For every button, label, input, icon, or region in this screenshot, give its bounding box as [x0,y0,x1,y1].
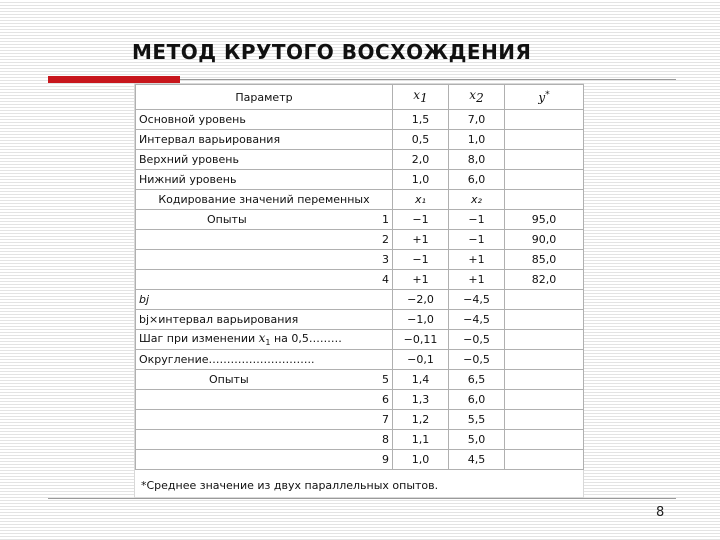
cell-x2: +1 [449,270,505,290]
cell-x2: x₂ [449,190,505,210]
bj-interval-row [136,310,584,330]
cell-y [505,150,584,170]
cell-x2: −1 [449,230,505,250]
experiment-number: 1 [382,213,389,226]
cell-y [505,110,584,130]
cell-x2: 7,0 [449,110,505,130]
cell-y: 85,0 [505,250,584,270]
experiment-number: 6 [136,390,393,410]
header-y: y* [505,85,584,110]
experiment-row [136,210,584,230]
cell-x1: 1,1 [393,430,449,450]
table-row [136,150,584,170]
experiment-number: 4 [136,270,393,290]
cell-y [505,290,584,310]
cell-y [505,190,584,210]
steep-label-cell [136,370,393,390]
footer-rule [48,498,676,499]
row-label: Округление……………………….. [136,350,393,370]
coding-row [136,190,584,210]
cell-x1: 1,4 [393,370,449,390]
steep-row [136,430,584,450]
cell-y [505,430,584,450]
cell-x1: −0,11 [393,330,449,350]
experiment-number: 9 [136,450,393,470]
cell-x1: 1,3 [393,390,449,410]
cell-x1: 2,0 [393,150,449,170]
cell-x1: +1 [393,230,449,250]
row-label: Нижний уровень [136,170,393,190]
cell-y [505,130,584,150]
table-header-row [136,85,584,110]
steep-label: Опыты [209,373,249,386]
cell-x1: −1,0 [393,310,449,330]
cell-x1: −1 [393,210,449,230]
cell-x1: +1 [393,270,449,290]
cell-y: 95,0 [505,210,584,230]
cell-x1: 1,5 [393,110,449,130]
cell-x1: 0,5 [393,130,449,150]
row-label: Интервал варьирования [136,130,393,150]
row-label: bj×интервал варьирования [136,310,393,330]
cell-x1: 1,0 [393,170,449,190]
experiment-label-cell [136,210,393,230]
experiment-number: 2 [136,230,393,250]
row-label: Шаг при изменении ~ $x_1$ на 0,5……… [136,330,393,350]
cell-x1: 1,2 [393,410,449,430]
row-label: Верхний уровень [136,150,393,170]
experiment-number: 3 [136,250,393,270]
table-row [136,130,584,150]
cell-y [505,330,584,350]
table-footnote: *Среднее значение из двух параллельных опытов. [141,479,439,492]
cell-x2: 6,5 [449,370,505,390]
cell-x1: −2,0 [393,290,449,310]
experiment-row [136,250,584,270]
cell-y [505,450,584,470]
header-x2: ~ $x_2$ [449,85,505,110]
experiment-number: 8 [136,430,393,450]
cell-x2: 8,0 [449,150,505,170]
steep-row [136,450,584,470]
cell-y [505,410,584,430]
cell-x2: −0,5 [449,330,505,350]
cell-y [505,370,584,390]
row-label: Основной уровень [136,110,393,130]
steep-row [136,410,584,430]
cell-x2: −4,5 [449,310,505,330]
experiment-number: 7 [136,410,393,430]
cell-x2: −1 [449,210,505,230]
page-number: 8 [656,505,665,520]
cell-y [505,390,584,410]
cell-x2: −4,5 [449,290,505,310]
cell-x2: 5,0 [449,430,505,450]
cell-x2: 6,0 [449,390,505,410]
steep-row [136,370,584,390]
table-row [136,110,584,130]
cell-y [505,350,584,370]
cell-y [505,310,584,330]
experiments-label: Опыты [207,213,247,226]
title-rule [180,79,676,80]
cell-x1: −1 [393,250,449,270]
row-label: bj [136,290,393,310]
cell-x1: x₁ [393,190,449,210]
steep-row [136,390,584,410]
row-label: Кодирование значений переменных [136,190,393,210]
rounding-row [136,350,584,370]
title-accent-bar [48,76,180,83]
cell-y: 90,0 [505,230,584,250]
cell-x1: 1,0 [393,450,449,470]
experiment-row [136,270,584,290]
header-param: Параметр [136,85,393,110]
experiment-table-sheet [135,84,583,497]
cell-x2: 4,5 [449,450,505,470]
bj-row [136,290,584,310]
cell-x2: 6,0 [449,170,505,190]
cell-x2: 5,5 [449,410,505,430]
step-row [136,330,584,350]
cell-x2: +1 [449,250,505,270]
cell-x2: −0,5 [449,350,505,370]
slide-title: МЕТОД КРУТОГО ВОСХОЖДЕНИЯ [132,40,532,64]
header-x1: ~ $x_1$ [393,85,449,110]
table-row [136,170,584,190]
cell-y: 82,0 [505,270,584,290]
experiment-row [136,230,584,250]
cell-y [505,170,584,190]
experiment-number: 5 [382,373,389,386]
cell-x2: 1,0 [449,130,505,150]
cell-x1: −0,1 [393,350,449,370]
experiment-table [135,84,584,470]
